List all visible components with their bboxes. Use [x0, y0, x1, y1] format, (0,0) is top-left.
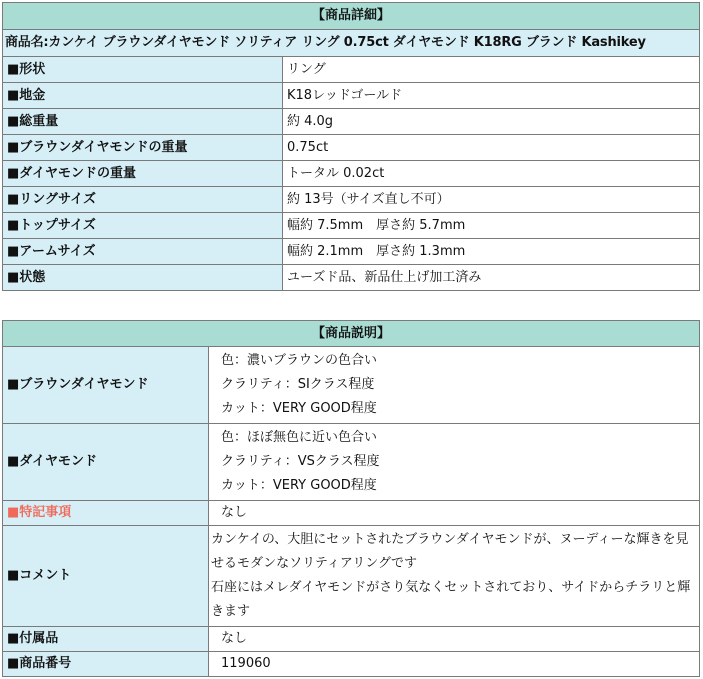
- product-description-table: [2, 320, 700, 677]
- detail-label-brown-diamond-weight: ■ブラウンダイヤモンドの重量: [3, 135, 283, 161]
- diamond-cut: カット：VERY GOOD程度: [221, 478, 377, 493]
- comment-text: [209, 526, 700, 627]
- diamond-color: 色：ほぼ無色に近い色合い: [221, 430, 378, 445]
- special-notes-value: なし: [209, 501, 700, 526]
- detail-label-metal: ■地金: [3, 83, 283, 109]
- diamond-specs: [209, 424, 700, 501]
- product-details-table: [2, 2, 700, 291]
- accessories-label: ■付属品: [3, 627, 209, 652]
- brown-diamond-cut: カット：VERY GOOD程度: [221, 401, 377, 416]
- diamond-clarity: クラリティ：VSクラス程度: [221, 454, 380, 469]
- detail-value-condition: ユーズド品、新品仕上げ加工済み: [283, 265, 700, 291]
- detail-label-total-weight: ■総重量: [3, 109, 283, 135]
- detail-value-top-size: 幅約 7.5mm 厚さ約 5.7mm: [283, 213, 700, 239]
- detail-value-shape: リング: [283, 57, 700, 83]
- detail-label-arm-size: ■アームサイズ: [3, 239, 283, 265]
- brown-diamond-clarity: クラリティ：SIクラス程度: [221, 377, 375, 392]
- detail-label-top-size: ■トップサイズ: [3, 213, 283, 239]
- product-number-value: 119060: [209, 652, 700, 677]
- brown-diamond-color: 色：濃いブラウンの色合い: [221, 353, 378, 368]
- detail-value-diamond-weight: トータル 0.02ct: [283, 161, 700, 187]
- product-name: 商品名:カンケイ ブラウンダイヤモンド ソリティア リング 0.75ct ダイヤモンド K18RG ブランド Kashikey: [3, 30, 700, 57]
- description-header: 【商品説明】: [3, 321, 700, 347]
- detail-value-brown-diamond-weight: 0.75ct: [283, 135, 700, 161]
- detail-label-condition: ■状態: [3, 265, 283, 291]
- comment-line: カンケイの、大胆にセットされたブラウンダイヤモンドが、ヌーディーな輝きを見せるモダンなソリティアリングです: [211, 532, 689, 571]
- diamond-label: ■ダイヤモンド: [3, 424, 209, 501]
- comment-label: ■コメント: [3, 526, 209, 627]
- detail-value-ring-size: 約 13号（サイズ直し不可）: [283, 187, 700, 213]
- product-number-label: ■商品番号: [3, 652, 209, 677]
- special-notes-label: ■特記事項: [3, 501, 209, 526]
- brown-diamond-specs: [209, 347, 700, 424]
- comment-line: 石座にはメレダイヤモンドがさり気なくセットされており、サイドからチラリと輝きます: [211, 580, 691, 619]
- brown-diamond-label: ■ブラウンダイヤモンド: [3, 347, 209, 424]
- detail-value-arm-size: 幅約 2.1mm 厚さ約 1.3mm: [283, 239, 700, 265]
- details-header: 【商品詳細】: [3, 3, 700, 30]
- detail-label-diamond-weight: ■ダイヤモンドの重量: [3, 161, 283, 187]
- detail-label-shape: ■形状: [3, 57, 283, 83]
- detail-label-ring-size: ■リングサイズ: [3, 187, 283, 213]
- detail-value-metal: K18レッドゴールド: [283, 83, 700, 109]
- accessories-value: なし: [209, 627, 700, 652]
- detail-value-total-weight: 約 4.0g: [283, 109, 700, 135]
